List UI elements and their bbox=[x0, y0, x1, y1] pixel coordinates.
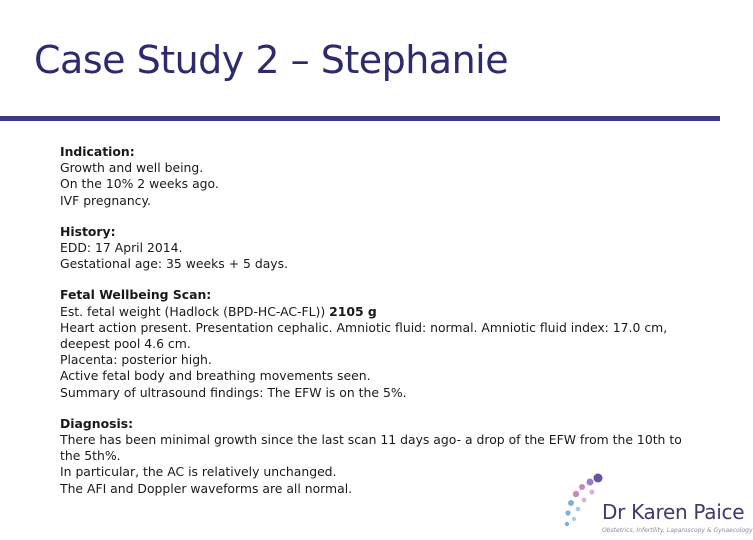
indication-section bbox=[60, 144, 685, 209]
efw-line bbox=[60, 304, 685, 320]
logo-dot bbox=[573, 491, 579, 497]
wellbeing-heading: Fetal Wellbeing Scan: bbox=[60, 287, 212, 303]
logo-dot bbox=[568, 500, 574, 506]
history-heading: History: bbox=[60, 223, 116, 239]
logo-dot bbox=[579, 484, 585, 490]
history-line: Gestational age: 35 weeks + 5 days. bbox=[60, 256, 289, 272]
efw-value: 2105 g bbox=[329, 303, 377, 319]
logo-dot bbox=[590, 490, 595, 495]
logo-dot bbox=[565, 510, 570, 515]
efw-label: Est. fetal weight (Hadlock (BPD-HC-AC-FL)) bbox=[60, 303, 330, 319]
logo-dot bbox=[587, 479, 594, 486]
history-section bbox=[60, 224, 685, 273]
wellbeing-section bbox=[60, 287, 685, 400]
diagnosis-heading: Diagnosis: bbox=[60, 415, 134, 431]
logo-dot bbox=[572, 517, 576, 521]
indication-line: Growth and well being. bbox=[60, 160, 204, 176]
logo-name: Dr Karen Paice bbox=[602, 500, 745, 524]
logo-dot bbox=[565, 522, 569, 526]
indication-line: IVF pregnancy. bbox=[60, 192, 151, 208]
indication-line: On the 10% 2 weeks ago. bbox=[60, 176, 219, 192]
title-divider bbox=[0, 116, 720, 121]
diagnosis-line: In particular, the AC is relatively unchanged. bbox=[60, 464, 337, 480]
logo-dot bbox=[582, 498, 587, 503]
slide-title: Case Study 2 – Stephanie bbox=[34, 38, 509, 82]
wellbeing-line: Placenta: posterior high. bbox=[60, 352, 212, 368]
wellbeing-line: Active fetal body and breathing movements seen. bbox=[60, 368, 371, 384]
clinic-logo bbox=[560, 470, 753, 540]
logo-tagline: Obstetrics, Infertility, Laparoscopy & Gynaecology bbox=[602, 527, 753, 534]
wellbeing-line: Summary of ultrasound findings: The EFW is on the 5%. bbox=[60, 384, 407, 400]
slide-body bbox=[60, 144, 685, 512]
history-line: EDD: 17 April 2014. bbox=[60, 240, 183, 256]
diagnosis-line: The AFI and Doppler waveforms are all normal. bbox=[60, 480, 353, 496]
logo-dots-icon bbox=[562, 472, 604, 534]
logo-dot bbox=[576, 507, 581, 512]
wellbeing-line: Heart action present. Presentation cephalic. Amniotic fluid: normal. Amniotic fluid index: 17.0 cm, deepest pool 4.6 cm. bbox=[60, 319, 668, 352]
indication-heading: Indication: bbox=[60, 144, 135, 159]
diagnosis-line: There has been minimal growth since the last scan 11 days ago- a drop of the EFW from the 10th to the 5th%. bbox=[60, 432, 682, 464]
logo-dot bbox=[594, 474, 603, 483]
